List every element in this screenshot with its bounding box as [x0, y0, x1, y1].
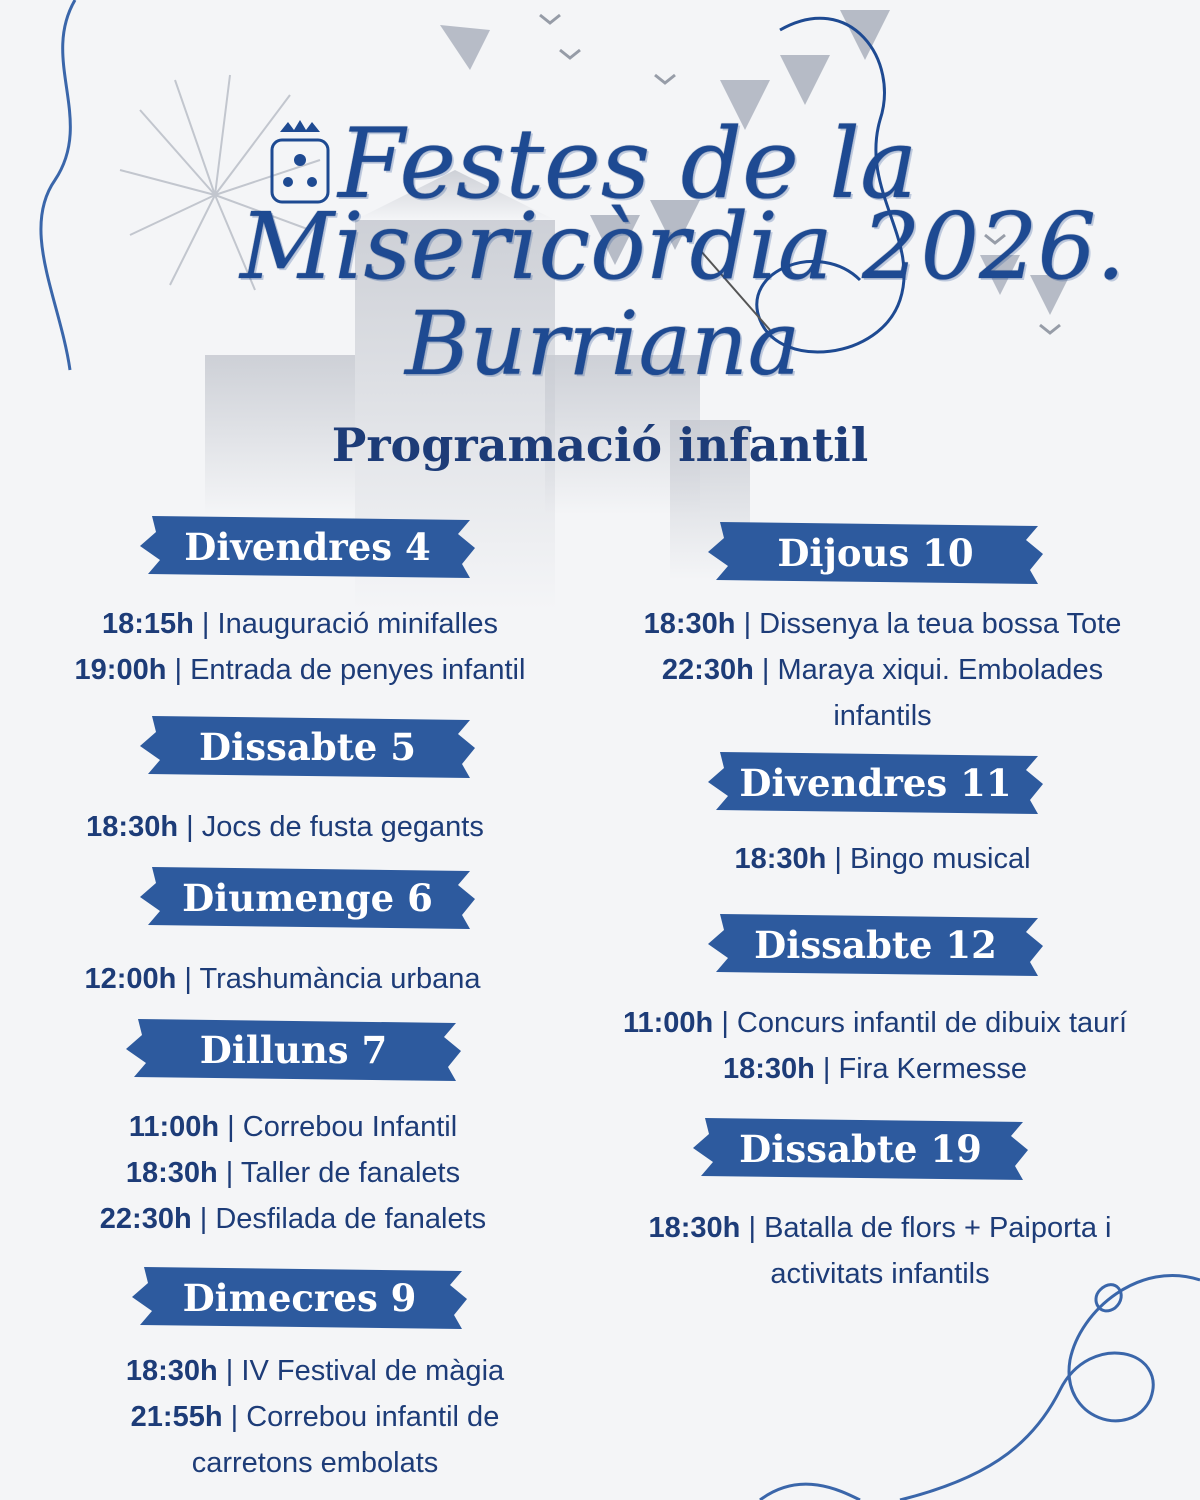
event-item: 22:30h | Desfilada de fanalets [99, 1203, 487, 1235]
event-description: Taller de fanalets [240, 1157, 461, 1189]
event-item: 18:30h | Batalla de flors + Paiporta i activitats infantils [648, 1212, 1112, 1290]
event-description: Concurs infantil de dibuix taurí [736, 1007, 1128, 1039]
event-item: 21:55h | Correbou infantil de carretons embolats [130, 1401, 500, 1479]
day-banner [140, 514, 475, 580]
day-label: Dimecres 9 [182, 1276, 417, 1320]
title-line-3: Burriana [405, 292, 801, 395]
event-time: 22:30h [99, 1203, 192, 1235]
event-item: 11:00h | Concurs infantil de dibuix taurí [622, 1007, 1128, 1039]
day-banner [140, 865, 475, 931]
event-description: Bingo musical [850, 843, 1031, 875]
day-banner [126, 1017, 461, 1083]
event-item: 11:00h | Correbou Infantil [128, 1111, 458, 1143]
event-item: 18:30h | Fira Kermesse [722, 1053, 1028, 1085]
event-description: Desfilada de fanalets [215, 1203, 487, 1235]
day-events [0, 956, 565, 1002]
day-events [0, 804, 570, 850]
day-label: Dilluns 7 [199, 1028, 388, 1072]
event-item: 18:15h | Inauguració minifalles [101, 608, 499, 640]
event-description: Entrada de penyes infantil [190, 654, 526, 686]
day-banner [132, 1265, 467, 1331]
event-description: Correbou Infantil [242, 1111, 458, 1143]
event-item: 18:30h | Dissenya la teua bossa Tote [643, 608, 1122, 640]
title-line-1: Festes de la [338, 108, 918, 220]
event-description: IV Festival de màgia [241, 1355, 505, 1387]
event-description: Fira Kermesse [838, 1053, 1028, 1085]
event-time: 11:00h [128, 1111, 220, 1143]
day-banner [140, 714, 475, 780]
event-description: Correbou infantil de carretons embolats [191, 1401, 500, 1479]
day-events [80, 1348, 550, 1486]
event-item: 22:30h | Maraya xiqui. Embolades infantils [661, 654, 1104, 732]
title-line-2: Misericòrdia 2026. [240, 193, 1126, 300]
event-time: 18:30h [125, 1355, 218, 1387]
day-events [0, 1104, 586, 1242]
event-description: Trashumància urbana [199, 963, 481, 995]
event-description: Dissenya la teua bossa Tote [759, 608, 1122, 640]
event-time: 18:30h [125, 1157, 218, 1189]
event-description: Inauguració minifalles [217, 608, 499, 640]
subtitle: Programació infantil [331, 418, 869, 472]
event-time: 11:00h [622, 1007, 714, 1039]
header [0, 0, 1200, 420]
day-events [600, 1205, 1160, 1297]
day-events [590, 601, 1175, 739]
event-time: 21:55h [130, 1401, 223, 1433]
event-time: 22:30h [661, 654, 754, 686]
day-banner [708, 520, 1043, 586]
event-time: 18:30h [648, 1212, 741, 1244]
event-description: Jocs de fusta gegants [201, 811, 484, 843]
day-label: Dissabte 19 [739, 1127, 982, 1171]
event-description: Maraya xiqui. Embolades infantils [777, 654, 1104, 732]
event-time: 18:30h [722, 1053, 815, 1085]
event-time: 18:30h [734, 843, 827, 875]
event-description: Batalla de flors + Paiporta i activitats infantils [764, 1212, 1112, 1290]
day-events [590, 836, 1175, 882]
event-item: 18:30h | Bingo musical [734, 843, 1031, 875]
day-banner [708, 912, 1043, 978]
event-time: 18:15h [101, 608, 194, 640]
day-label: Divendres 11 [739, 761, 1012, 805]
event-item: 19:00h | Entrada de penyes infantil [74, 654, 526, 686]
day-label: Dissabte 5 [199, 725, 416, 769]
day-label: Divendres 4 [184, 525, 431, 569]
day-label: Dijous 10 [777, 531, 974, 575]
event-item: 18:30h | Jocs de fusta gegants [86, 811, 484, 843]
day-label: Dissabte 12 [754, 923, 997, 967]
day-banner [693, 1116, 1028, 1182]
day-events [570, 1000, 1180, 1092]
day-events [0, 601, 600, 693]
event-time: 19:00h [74, 654, 167, 686]
day-label: Diumenge 6 [182, 876, 433, 920]
event-item: 12:00h | Trashumància urbana [84, 963, 481, 995]
event-time: 12:00h [84, 963, 177, 995]
event-item: 18:30h | IV Festival de màgia [125, 1355, 505, 1387]
day-banner [708, 750, 1043, 816]
event-time: 18:30h [643, 608, 736, 640]
event-time: 18:30h [86, 811, 179, 843]
event-item: 18:30h | Taller de fanalets [125, 1157, 461, 1189]
